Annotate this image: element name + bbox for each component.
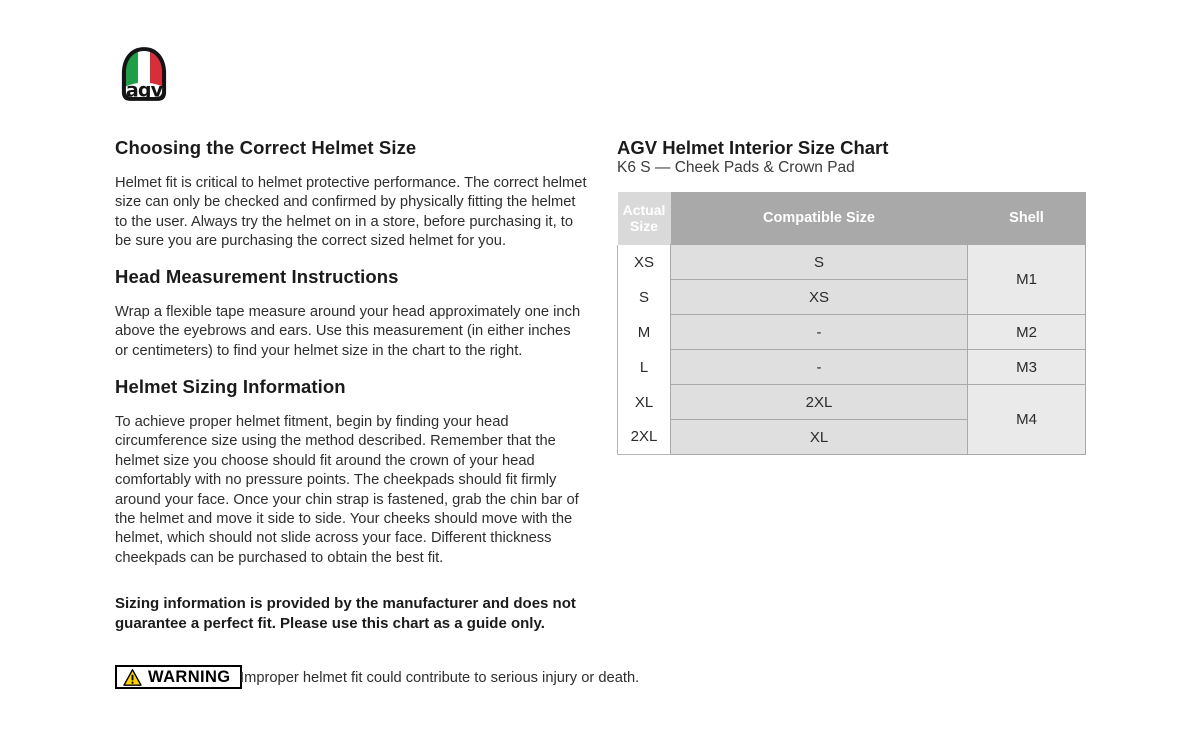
section-body-sizing-information: To achieve proper helmet fitment, begin by finding your head circumference size using the method described. Remember that the helmet size you choose should fit around the crown of your head comfortably with no pressure points. The cheekpads should fit firmly around your face. Once your chin strap is fastened, grab the chin bar of the helmet and move it side to side. Your cheeks should move with the helmet, which should not slide across your face. Different thickness cheekpads can be purchased to obtain the best fit. <box>115 414 579 566</box>
warning-box <box>115 665 242 689</box>
actual-size-cell: M <box>618 315 671 350</box>
header-shell: Shell <box>968 192 1086 245</box>
section-heading-sizing-information: Helmet Sizing Information <box>115 376 346 397</box>
actual-size-cell: L <box>618 350 671 385</box>
size-chart-table-wrapper <box>617 192 1086 455</box>
section-heading-head-measurement: Head Measurement Instructions <box>115 266 399 287</box>
size-chart-title: AGV Helmet Interior Size Chart <box>617 137 889 158</box>
warning-text: Improper helmet fit could contribute to serious injury or death. <box>240 670 640 686</box>
compatible-size-cell: - <box>671 315 968 350</box>
table-header-row <box>618 192 1086 245</box>
actual-size-cell: XS <box>618 245 671 280</box>
table-row <box>618 385 1086 420</box>
header-compatible-size: Compatible Size <box>671 192 968 245</box>
agv-logo-wordmark: agv <box>125 79 163 102</box>
shell-cell: M1 <box>968 245 1086 315</box>
warning-triangle-icon <box>123 669 142 686</box>
table-row <box>618 315 1086 350</box>
warning-label: WARNING <box>148 667 231 686</box>
compatible-size-cell: XS <box>671 280 968 315</box>
shell-cell: M4 <box>968 385 1086 455</box>
section-body-choosing-size: Helmet fit is critical to helmet protective performance. The correct helmet size can only be checked and confirmed by physically fitting the helmet to the user. Always try the helmet on in a store, before purchasing it, to be sure you are purchasing the correct sized helmet for you. <box>115 175 587 250</box>
compatible-size-cell: 2XL <box>671 385 968 420</box>
actual-size-cell: S <box>618 280 671 315</box>
size-chart-subtitle: K6 S — Cheek Pads & Crown Pad <box>617 159 855 176</box>
agv-helmet-logo-icon <box>118 45 170 103</box>
compatible-size-cell: S <box>671 245 968 280</box>
shell-cell: M2 <box>968 315 1086 350</box>
actual-size-cell: XL <box>618 385 671 420</box>
header-actual-size: Actual Size <box>618 192 671 245</box>
agv-logo <box>118 45 170 108</box>
compatible-size-cell: - <box>671 350 968 385</box>
actual-size-cell: 2XL <box>618 420 671 455</box>
size-chart-table <box>617 192 1086 455</box>
section-heading-choosing-size: Choosing the Correct Helmet Size <box>115 137 417 158</box>
compatible-size-cell: XL <box>671 420 968 455</box>
manufacturer-disclaimer: Sizing information is provided by the manufacturer and does not guarantee a perfect fit. Please use this chart as a guide only. <box>115 595 576 632</box>
shell-cell: M3 <box>968 350 1086 385</box>
table-row <box>618 245 1086 280</box>
section-body-head-measurement: Wrap a flexible tape measure around your head approximately one inch above the eyebrows and ears. Use this measurement (in either inches or centimeters) to find your helmet size in the chart to the right. <box>115 304 581 359</box>
table-row <box>618 350 1086 385</box>
